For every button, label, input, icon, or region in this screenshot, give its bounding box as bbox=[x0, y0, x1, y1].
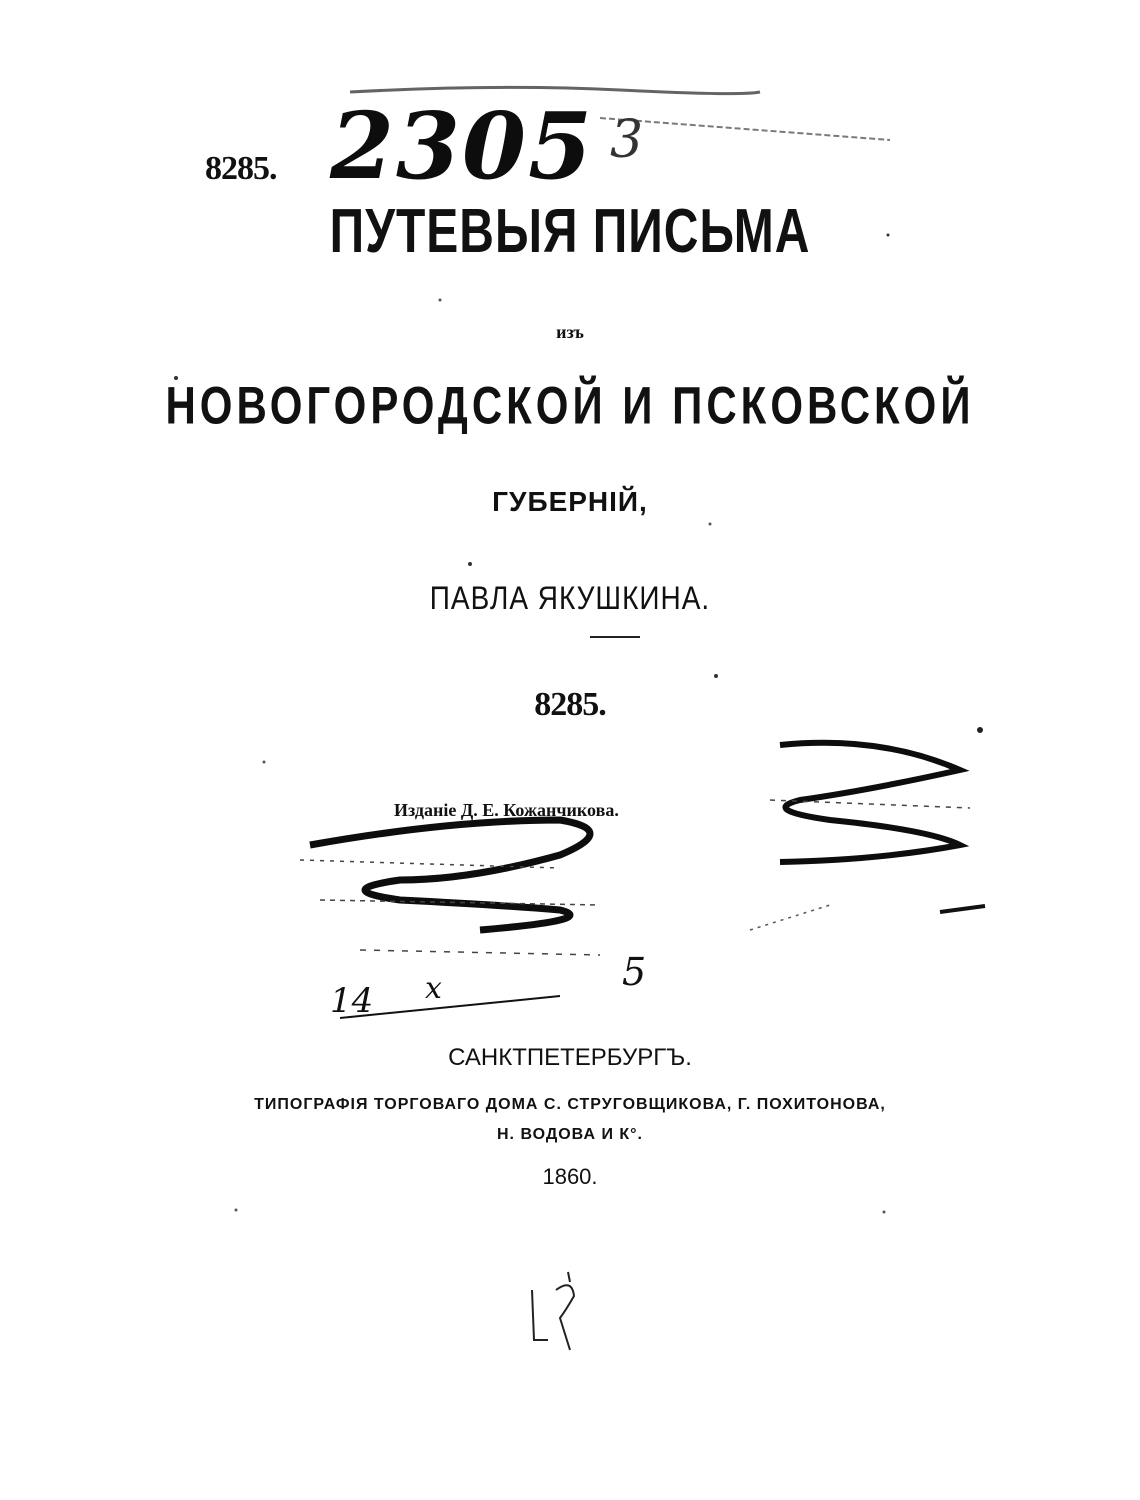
svg-text:5: 5 bbox=[622, 950, 647, 994]
imprint-city: САНКТПЕТЕРБУРГЪ. bbox=[448, 1044, 692, 1071]
from-word: изъ bbox=[556, 322, 584, 342]
shelf-number-left: 8285. bbox=[205, 150, 277, 187]
shelf-number-center: 8285. bbox=[534, 686, 606, 723]
svg-text:x: x bbox=[425, 971, 442, 1006]
publication-year: 1860. bbox=[542, 1164, 598, 1189]
book-title: ПУТЕВЫЯ ПИСЬМА bbox=[329, 197, 811, 267]
divider-rule bbox=[590, 636, 640, 638]
handwritten-inventory-number: 2305 bbox=[330, 92, 595, 200]
printer-line-1: ТИПОГРАФІЯ ТОРГОВАГО ДОМА С. СТРУГОВЩИКОВА, Г. ПОХИТОНОВА, bbox=[254, 1096, 886, 1113]
svg-text:14: 14 bbox=[330, 981, 374, 1021]
printer-line-2: Н. ВОДОВА И К°. bbox=[497, 1126, 643, 1143]
gubernii-word: ГУБЕРНІЙ, bbox=[492, 486, 648, 517]
edition-line: Изданіе Д. Е. Кожанчикова. bbox=[394, 800, 619, 820]
handwritten-extra-mark: 3 bbox=[610, 110, 644, 170]
regions-heading: НОВОГОРОДСКОЙ И ПСКОВСКОЙ bbox=[165, 376, 975, 435]
author-name: ПАВЛА ЯКУШКИНА. bbox=[429, 580, 711, 616]
